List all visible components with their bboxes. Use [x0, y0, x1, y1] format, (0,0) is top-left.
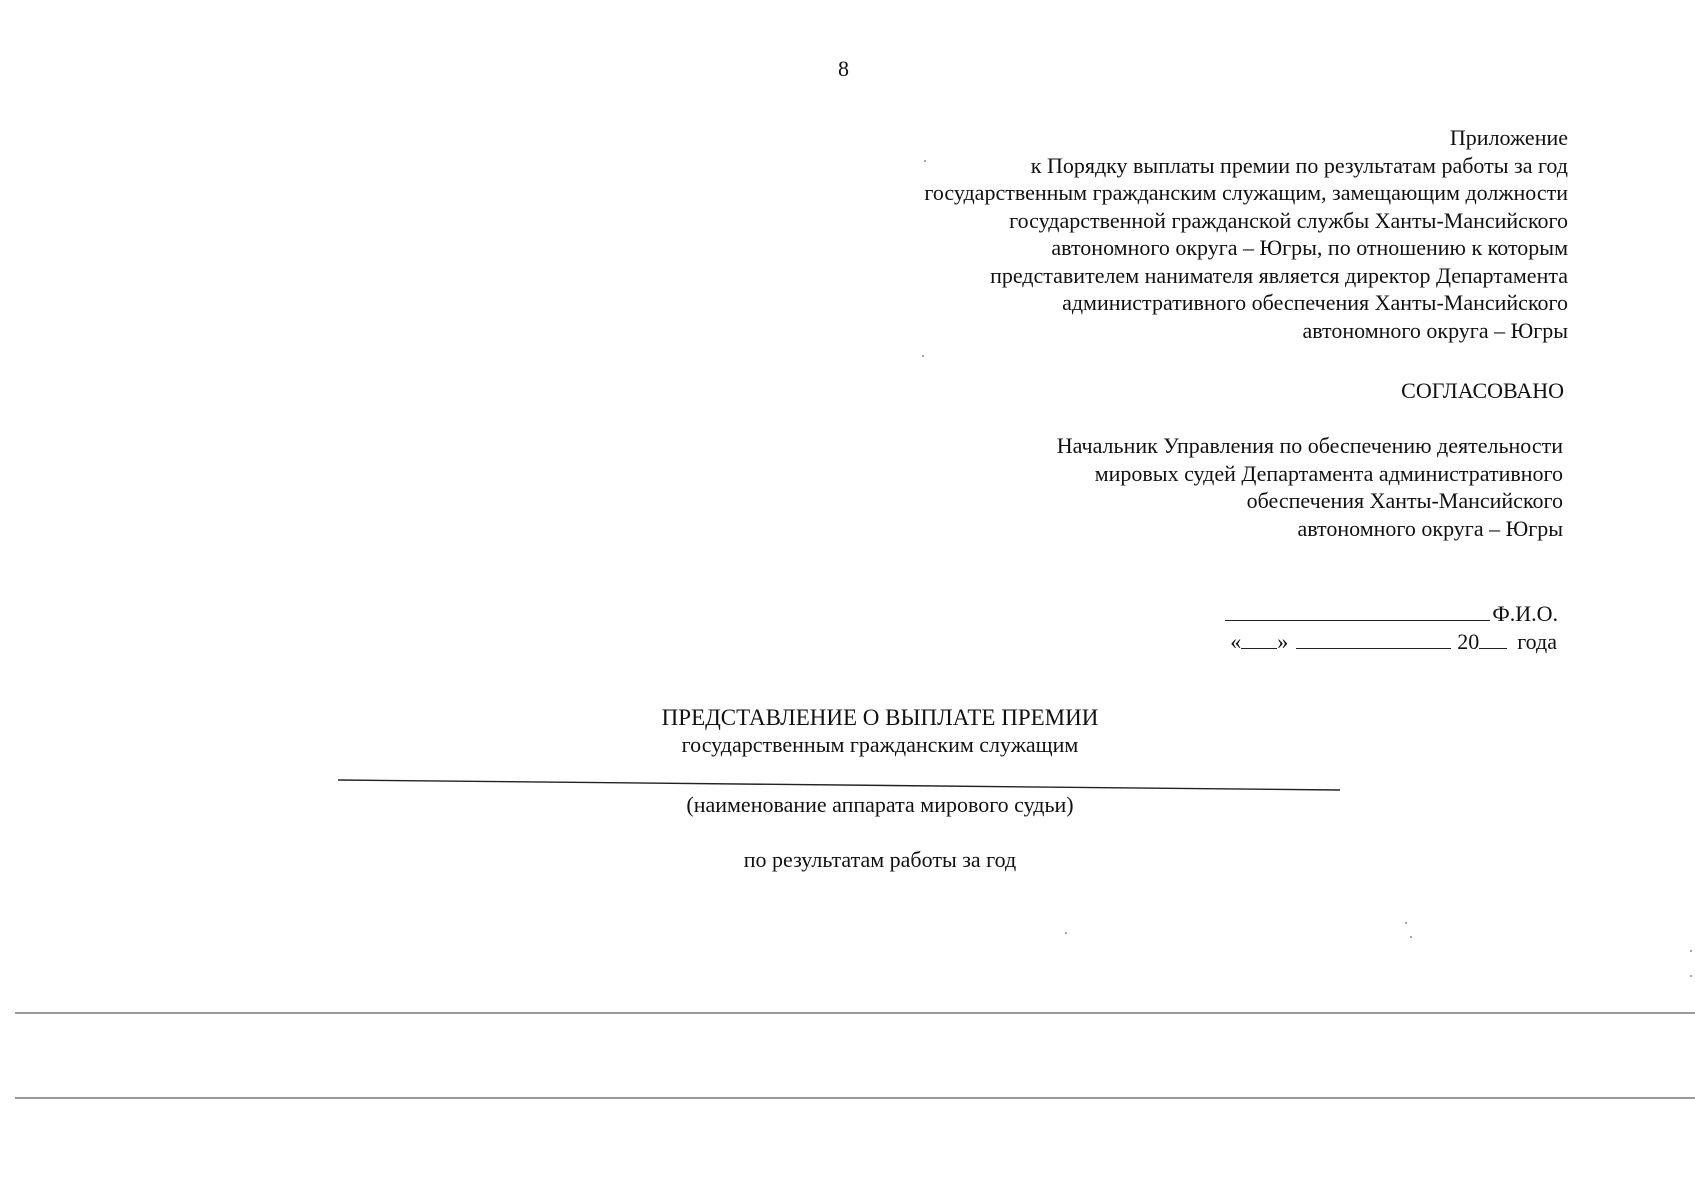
date-close-quote: »: [1277, 629, 1289, 654]
date-year-blank[interactable]: [1479, 628, 1507, 649]
appendix-line: государственным гражданским служащим, замещающим должности: [924, 180, 1568, 205]
approver-position-line: автономного округа – Югры: [1297, 515, 1563, 541]
page-divider: [15, 1012, 1695, 1014]
signature-label: Ф.И.О.: [1492, 601, 1558, 626]
date-open-quote: «: [1230, 629, 1242, 654]
date-year-prefix: 20: [1457, 629, 1480, 654]
page-divider: [15, 1097, 1695, 1099]
submission-subtitle: государственным гражданским служащим: [681, 732, 1079, 757]
approver-position: [1057, 432, 1563, 542]
scan-speck: [924, 160, 926, 162]
scan-speck: [1690, 950, 1692, 952]
submission-title: ПРЕДСТАВЛЕНИЕ О ВЫПЛАТЕ ПРЕМИИ: [661, 705, 1099, 730]
date-day-blank[interactable]: [1241, 628, 1277, 649]
appendix-block: [924, 124, 1568, 344]
appendix-line: административного обеспечения Ханты-Мансийского: [1062, 290, 1568, 315]
scan-speck: [1410, 936, 1412, 938]
signature-blank[interactable]: [1225, 600, 1490, 621]
approved-title: СОГЛАСОВАНО: [1401, 378, 1564, 403]
scan-speck: [1690, 975, 1692, 977]
date-month-blank[interactable]: [1296, 628, 1451, 649]
apparatus-name-blank[interactable]: [338, 778, 1340, 792]
appendix-line: государственной гражданской службы Ханты-Мансийского: [1009, 207, 1568, 233]
approver-position-line: Начальник Управления по обеспечению деятельности: [1056, 433, 1563, 458]
signature-line: [1225, 600, 1558, 627]
appendix-line: Приложение: [1449, 125, 1568, 150]
appendix-line: представителем нанимателя является директор Департамента: [990, 262, 1568, 288]
approver-position-line: обеспечения Ханты-Мансийского: [1246, 488, 1563, 513]
page-number: 8: [838, 56, 849, 81]
apparatus-caption: (наименование аппарата мирового судьи): [686, 792, 1074, 817]
approval-date-line: [1230, 628, 1557, 655]
appendix-line: автономного округа – Югры: [1302, 317, 1568, 343]
scan-speck: [922, 355, 924, 357]
period-caption: по результатам работы за год: [743, 847, 1017, 872]
appendix-line: автономного округа – Югры, по отношению к которым: [1051, 235, 1568, 260]
scan-speck: [1065, 932, 1067, 934]
scan-speck: [1405, 922, 1407, 924]
submission-heading: [0, 704, 1695, 758]
appendix-line: к Порядку выплаты премии по результатам работы за год: [1030, 152, 1568, 178]
approver-position-line: мировых судей Департамента административного: [1094, 460, 1563, 486]
date-year-suffix: года: [1517, 629, 1557, 654]
